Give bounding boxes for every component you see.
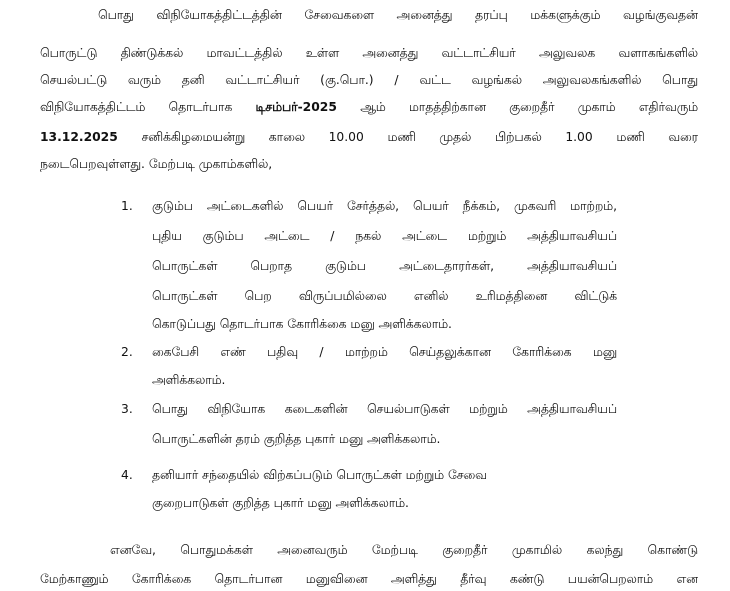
intro-line-6: நடைபெறவுள்ளது. மேற்படி முகாம்களில், [40, 157, 273, 171]
item-2-number: 2. [121, 345, 133, 359]
intro-line-5-rest: சனிக்கிழமையன்று காலை 10.00 மணி முதல் பிற்பகல் 1.00 மணி வரை [141, 130, 698, 144]
intro-line-3: செயல்பட்டு வரும் தனி வட்டாட்சியர் (கு.பொ.) / வட்ட வழங்கல் அலுவலகங்களில் பொது [40, 73, 698, 87]
item-2-line-2: அளிக்கலாம். [152, 373, 226, 387]
item-4-number: 4. [121, 468, 133, 482]
item-1-line-4: பொருட்கள் பெற விருப்பமில்லை எனில் உரிமத்தினை விட்டுக் [152, 289, 617, 303]
intro-line-1: பொது விநியோகத்திட்டத்தின் சேவைகளை அனைத்து தரப்பு மக்களுக்கும் வழங்குவதன் [98, 8, 698, 22]
closing-line-1: எனவே, பொதுமக்கள் அனைவரும் மேற்படி குறைதீர் முகாமில் கலந்து கொண்டு [110, 543, 698, 557]
item-1-line-5: கொடுப்பது தொடர்பாக கோரிக்கை மனு அளிக்கலாம். [152, 317, 452, 331]
intro-line-5 [40, 129, 698, 145]
item-2-line-1: கைபேசி எண் பதிவு / மாற்றம் செய்தலுக்கான கோரிக்கை மனு [152, 345, 617, 359]
item-3-number: 3. [121, 402, 133, 416]
closing-line-2: மேற்காணும் கோரிக்கை தொடர்பான மனுவினை அளித்து தீர்வு கண்டு பயன்பெறலாம் என [40, 572, 698, 586]
intro-month-bold: டிசம்பர்-2025 [255, 100, 337, 114]
intro-line-4-post: ஆம் மாதத்திற்கான குறைதீர் முகாம் எதிர்வரும் [360, 100, 698, 114]
intro-date-bold: 13.12.2025 [40, 130, 118, 144]
item-3-line-1: பொது விநியோக கடைகளின் செயல்பாடுகள் மற்றும் அத்தியாவசியப் [152, 402, 617, 416]
item-1-line-1: குடும்ப அட்டைகளில் பெயர் சேர்த்தல், பெயர் நீக்கம், முகவரி மாற்றம், [152, 199, 617, 213]
item-3-line-2: பொருட்களின் தரம் குறித்த புகார் மனு அளிக்கலாம். [152, 432, 441, 446]
item-1-number: 1. [121, 199, 133, 213]
item-1-line-3: பொருட்கள் பெறாத குடும்ப அட்டைதாரர்கள், அத்தியாவசியப் [152, 259, 617, 273]
item-4-line-2: குறைபாடுகள் குறித்த புகார் மனு அளிக்கலாம். [152, 496, 409, 510]
item-1-line-2: புதிய குடும்ப அட்டை / நகல் அட்டை மற்றும் அத்தியாவசியப் [152, 229, 617, 243]
intro-line-2: பொருட்டு திண்டுக்கல் மாவட்டத்தில் உள்ள அனைத்து வட்டாட்சியர் அலுவலக வளாகங்களில் [40, 46, 698, 60]
intro-line-4-pre: விநியோகத்திட்டம் தொடர்பாக [40, 100, 233, 114]
item-4-line-1: தனியார் சந்தையில் விற்கப்படும் பொருட்கள் மற்றும் சேவை [152, 468, 487, 482]
intro-line-4 [40, 99, 698, 115]
